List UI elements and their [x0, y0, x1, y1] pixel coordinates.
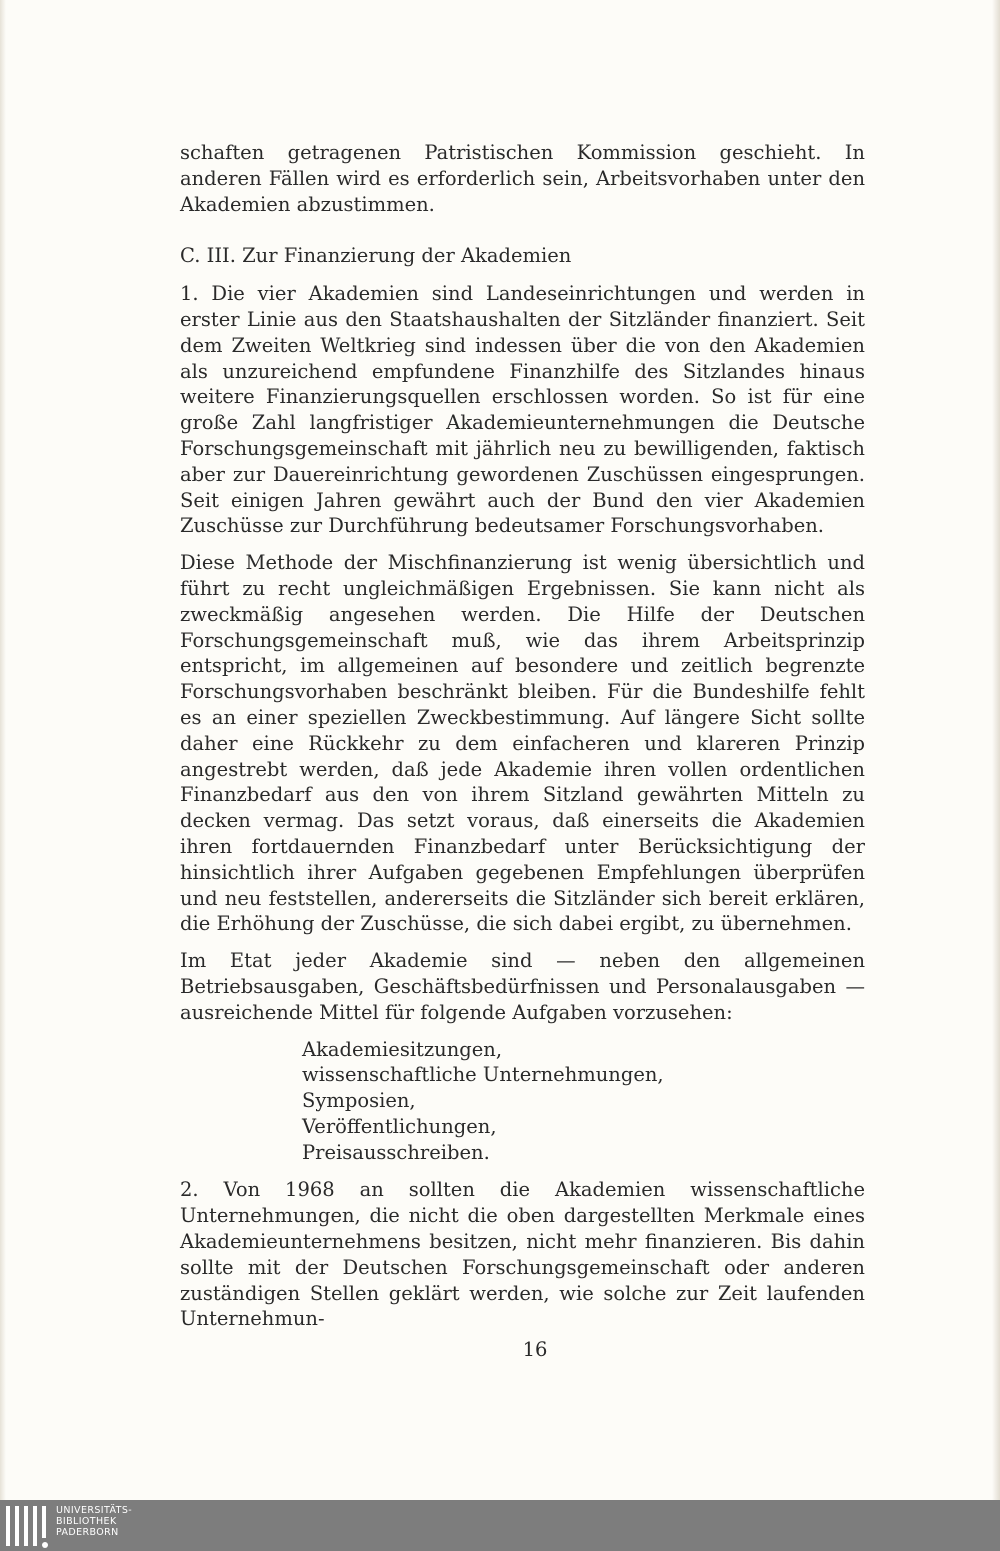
library-footer-bar [0, 1500, 1000, 1551]
library-logo-dot-icon [42, 1542, 48, 1548]
logo-line-2: BIBLIOTHEK [56, 1516, 117, 1527]
paragraph-financing-sources: 1. Die vier Akademien sind Landeseinrichtungen und werden in erster Linie aus den Staatshaushalten der Sitzländer finanziert. Seit dem Zweiten Weltkrieg sind indessen über die von den Akademien als unzureichend empfundene Finanzhilfe des Sitzlandes hinaus weitere Finanzierungsquellen erschlossen worden. So ist für eine große Zahl langfristiger Akademieunternehmungen die Deutsche Forschungsgemeinschaft mit jährlich neu zu bewilligenden, faktisch aber zur Dauereinrichtung gewordenen Zuschüssen eingesprungen. Seit einigen Jahren gewährt auch der Bund den vier Akademien Zuschüsse zur Durchführung bedeutsamer Forschungsvorhaben. [180, 282, 865, 538]
list-item: wissenschaftliche Unternehmungen, [302, 1063, 664, 1087]
library-logo-text [56, 1505, 132, 1538]
page-left-edge [0, 0, 6, 1500]
logo-line-1: UNIVERSITÄTS- [56, 1505, 133, 1516]
paragraph-mixed-financing: Diese Methode der Mischfinanzierung ist wenig übersichtlich und führt zu recht ungleichmäßigen Ergebnissen. Sie kann nicht als zweckmäßig angesehen werden. Die Hilfe der Deutschen Forschungsgemeinschaft muß, wie das ihrem Arbeitsprinzip entspricht, im allgemeinen auf besondere und zeitlich begrenzte Forschungsvorhaben beschränkt bleiben. Für die Bundeshilfe fehlt es an einer speziellen Zweckbestimmung. Auf längere Sicht sollte daher eine Rückkehr zu dem einfacheren und klareren Prinzip angestrebt werden, daß jede Akademie ihren vollen ordentlichen Finanzbedarf aus den von ihrem Sitzland gewährten Mitteln zu decken vermag. Das setzt voraus, daß einerseits die Akademien ihren fortdauernden Finanzbedarf unter Berücksichtigung der hinsichtlich ihrer Aufgaben gegebenen Empfehlungen überprüfen und neu feststellen, andererseits die Sitzländer sich bereit erklären, die Erhöhung der Zuschüsse, die sich dabei ergibt, zu übernehmen. [180, 551, 865, 936]
paragraph-from-1968: 2. Von 1968 an sollten die Akademien wissenschaftliche Unternehmungen, die nicht die oben dargestellten Merkmale eines Akademieunternehmens besitzen, nicht mehr finanzieren. Bis dahin sollte mit der Deutschen Forschungsgemeinschaft oder anderen zuständigen Stellen geklärt werden, wie solche zur Zeit laufenden Unternehmun- [180, 1178, 865, 1331]
page-number: 16 [522, 1338, 548, 1361]
list-item: Veröffentlichungen, [302, 1114, 497, 1138]
list-item: Preisausschreiben. [302, 1140, 490, 1164]
list-item: Symposien, [302, 1089, 416, 1113]
page-right-edge [992, 0, 1000, 1500]
library-logo [6, 1504, 146, 1548]
logo-line-3: PADERBORN [56, 1527, 119, 1538]
document-body [180, 140, 865, 1343]
list-item: Akademiesitzungen, [302, 1037, 503, 1061]
task-list [302, 1037, 865, 1166]
intro-paragraph: schaften getragenen Patristischen Kommission geschieht. In anderen Fällen wird es erforderlich sein, Arbeitsvorhaben unter den Akademien abzustimmen. [180, 141, 865, 216]
paragraph-budget-items: Im Etat jeder Akademie sind — neben den allgemeinen Betriebsausgaben, Geschäftsbedürfnissen und Personalausgaben — ausreichende Mittel für folgende Aufgaben vorzusehen: [180, 949, 865, 1024]
section-heading: C. III. Zur Finanzierung der Akademien [180, 244, 572, 268]
